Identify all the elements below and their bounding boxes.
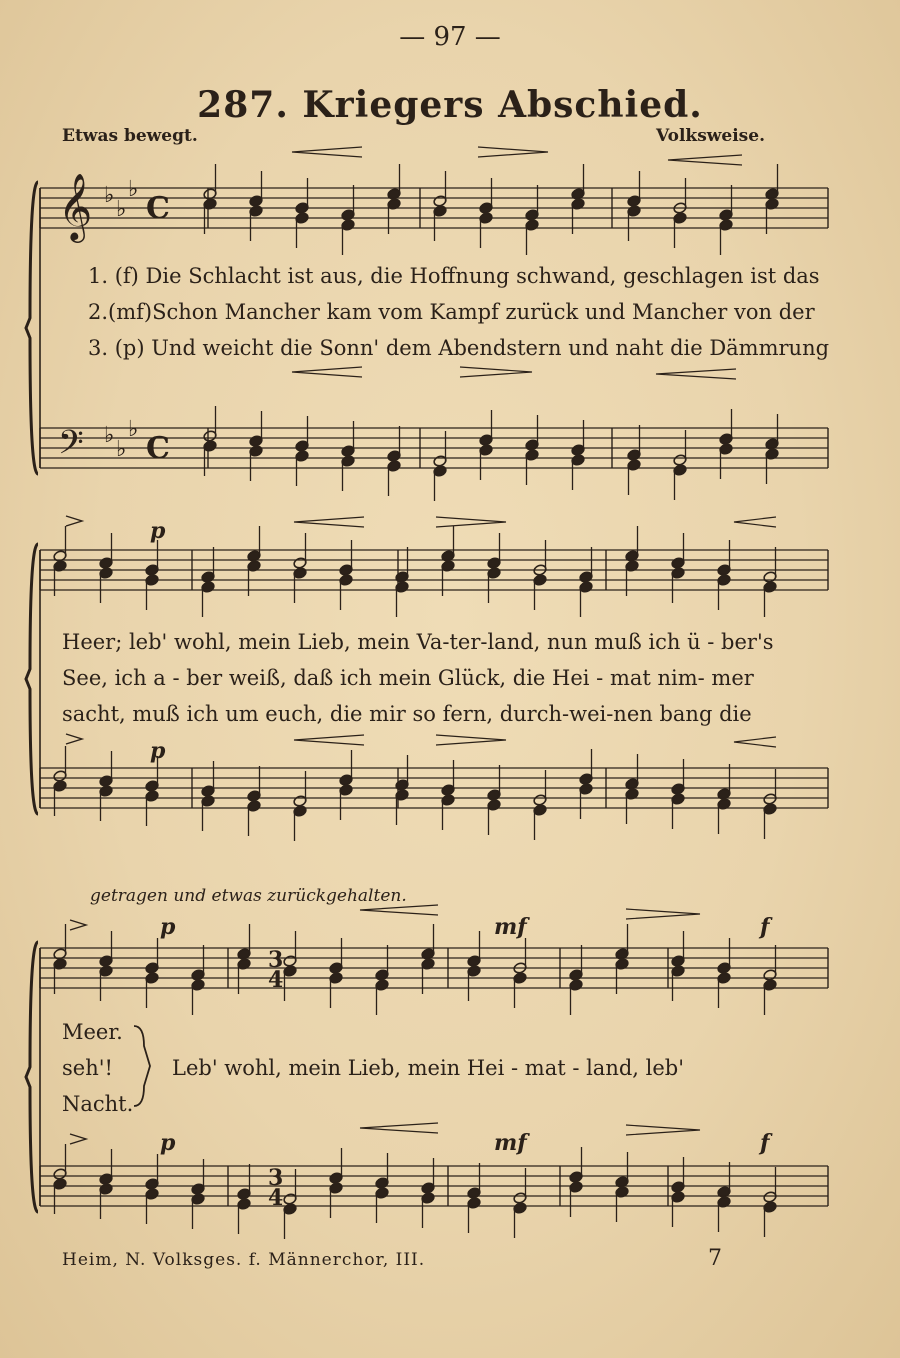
treble-flat-icon: ♭ [104,183,115,208]
bass-flat-icon: ♭ [116,437,127,462]
accent-mark [66,516,82,526]
dynamic-mf-system3-lower: mf [494,1130,527,1156]
decresc-hairpin [436,517,506,527]
cresc-hairpin [656,369,736,379]
decresc-hairpin [460,367,532,377]
decresc-hairpin [478,147,548,157]
time-signature-bottom-lower: 4 [268,1185,284,1211]
accent-mark [66,734,82,744]
cresc-hairpin [360,1123,438,1133]
cresc-hairpin [734,517,776,527]
footer-source: Heim, N. Volksges. f. Männerchor, III. [62,1250,426,1270]
verse-ending-1: Meer. [62,1020,123,1044]
treble-flat-icon: ♭ [128,177,139,202]
treble-flat-icon: ♭ [116,197,127,222]
cresc-hairpin [360,905,438,915]
time-signature-top-upper: 3 [268,947,284,973]
song-title: 287. Kriegers Abschied. [197,84,703,126]
bass-common-time-icon: C [146,431,170,466]
verse-ending-3: Nacht. [62,1092,134,1116]
treble-clef-icon: 𝄞 [58,172,93,240]
cresc-hairpin [292,367,362,377]
treble-common-time-icon: C [146,191,170,226]
decresc-hairpin [436,735,506,745]
refrain-lyric: Leb' wohl, mein Lieb, mein Hei - mat - land, leb' [172,1056,685,1080]
lyric-line-1-3: 3. (p) Und weicht die Sonn' dem Abendstern und naht die Dämmrung [88,336,830,360]
dynamic-p-system3-lower: p [160,1130,176,1156]
dynamic-f-system3-lower: f [760,1130,770,1156]
accent-mark [70,920,86,930]
lyric-line-2-1: Heer; leb' wohl, mein Lieb, mein Va-ter-land, nun muß ich ü - ber's [62,630,774,654]
cresc-hairpin [292,147,362,157]
cresc-hairpin [668,155,742,165]
verse-ending-2: seh'! [62,1056,113,1080]
origin-marking: Volksweise. [656,126,765,146]
decresc-hairpin [626,909,700,919]
bass-clef-icon: 𝄢 [58,424,84,470]
tempo-marking: Etwas bewegt. [62,126,198,146]
cresc-hairpin [734,737,776,747]
lyric-line-1-1: 1. (f) Die Schlacht ist aus, die Hoffnung schwand, geschlagen ist das [88,264,820,288]
accent-mark [70,1134,86,1144]
lyric-line-2-2: See, ich a - ber weiß, daß ich mein Glück, die Hei - mat nim- mer [62,666,754,690]
bass-flat-icon: ♭ [128,417,139,442]
verse-brace [134,1026,150,1106]
page-number: — 97 — [399,22,501,52]
dynamic-mf-system3-upper: mf [494,914,527,940]
dynamic-p-lower: p [150,738,166,764]
printer-signature: 7 [708,1246,722,1271]
decresc-hairpin [626,1125,700,1135]
lyric-line-2-3: sacht, muß ich um euch, die mir so fern, durch-wei-nen bang die [62,702,752,726]
cresc-hairpin [294,517,364,527]
system-1-brace [26,182,38,474]
dynamic-f-system3-upper: f [760,914,770,940]
system-2-brace [26,544,38,814]
system-3-brace [26,942,38,1212]
dynamic-p-system3-upper: p [160,914,176,940]
bass-flat-icon: ♭ [104,423,115,448]
time-signature-bottom-upper: 4 [268,967,284,993]
dynamic-p-upper: p [150,518,166,544]
cresc-hairpin [294,735,364,745]
lyric-line-1-2: 2.(mf)Schon Mancher kam vom Kampf zurück und Mancher von der [88,300,815,324]
performance-direction: getragen und etwas zurückgehalten. [90,886,407,906]
time-signature-top-lower: 3 [268,1165,284,1191]
